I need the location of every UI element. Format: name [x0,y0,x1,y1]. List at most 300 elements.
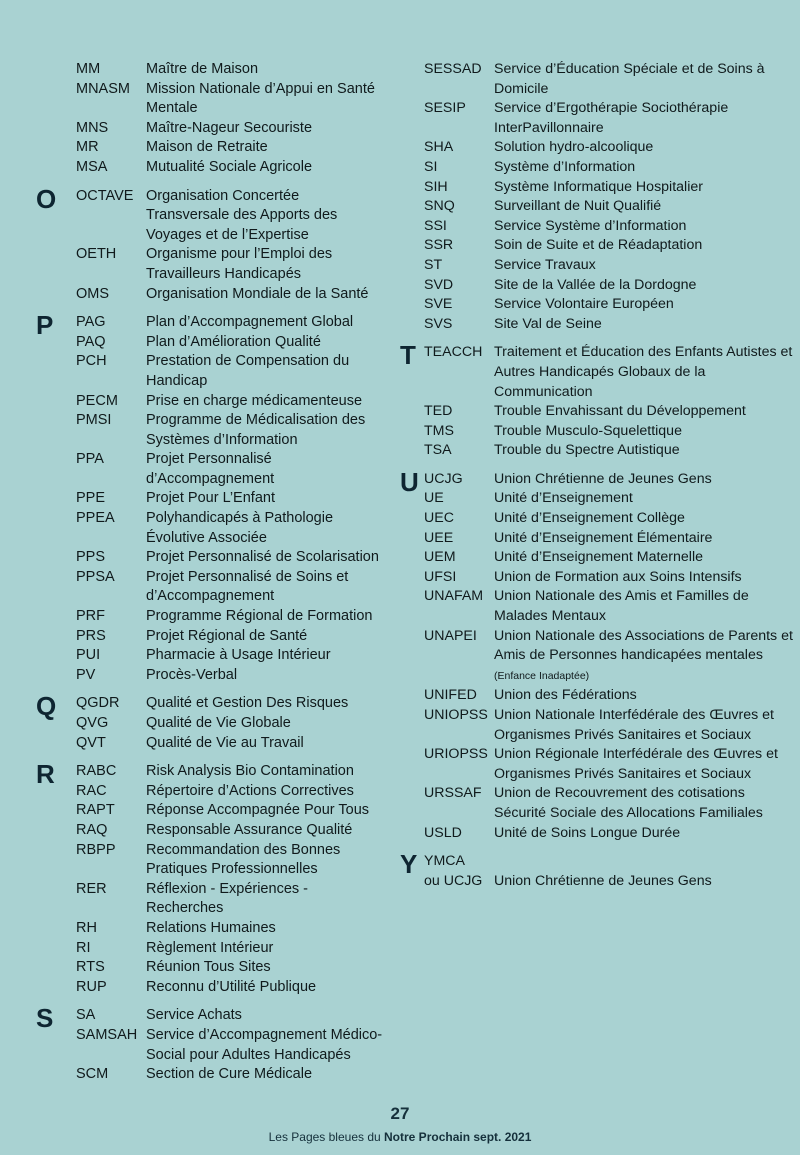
glossary-entry [36,509,386,548]
glossary-entry [400,256,796,276]
acronym: PPA [76,451,104,468]
definition [146,80,386,119]
glossary-entry [400,872,796,892]
definition [494,587,796,626]
definition-text: Programme Régional de Formation [146,608,373,625]
glossary-entry [36,313,386,333]
definition [494,548,796,568]
glossary-entry [36,183,386,246]
definition [494,138,796,158]
definition [146,782,386,802]
glossary-entry [36,939,386,959]
section-letter: Q [36,691,57,722]
definition-text: Organisation Mondiale de la Santé [146,285,369,302]
glossary-entry [400,784,796,823]
definition [146,450,386,489]
definition-text: Unité de Soins Longue Durée [494,824,681,841]
glossary-entry [36,666,386,686]
acronym: QGDR [76,695,120,712]
acronym: UNIFED [424,687,477,704]
definition [494,470,796,490]
acronym: SCM [76,1066,109,1083]
acronym: UEE [424,529,454,546]
definition [494,295,796,315]
acronym: UEC [424,510,454,527]
glossary-entry [36,978,386,998]
glossary-entry [400,178,796,198]
definition [494,872,796,892]
definition-text: Risk Analysis Bio Contamination [146,763,354,780]
definition-text: Prise en charge médicamenteuse [146,392,363,409]
glossary-entry [400,509,796,529]
glossary-entry [36,138,386,158]
definition [494,529,796,549]
acronym: RI [76,939,91,956]
glossary-entry [400,60,796,99]
section-letter: U [400,466,419,497]
definition [494,824,796,844]
acronym: UNIOPSS [424,707,488,723]
glossary-entry [36,119,386,139]
acronym: SSI [424,217,447,234]
acronym: RUP [76,978,107,995]
definition-text: Organisme pour l’Emploi des Travailleurs Handicapés [146,246,333,282]
definition-text: Maison de Retraite [146,139,268,156]
definition-text: Union Nationale Interfédérale des Œuvres et Organismes Privés Sanitaires et Sociaux [494,707,774,743]
acronym: PRF [76,608,105,625]
definition [494,441,796,461]
acronym: RTS [76,959,105,976]
definition [494,343,796,402]
definition-text: Union Nationale des Amis et Familles de Malades Mentaux [494,588,749,625]
letter-group [36,183,386,305]
definition-text: Relations Humaines [146,919,276,936]
definition-text: Projet Pour L’Enfant [146,490,275,507]
definition [146,333,386,353]
glossary-entry [36,627,386,647]
definition [146,509,386,548]
glossary-entry [400,441,796,461]
glossary-entry [36,285,386,305]
definition-text: Union des Fédérations [494,687,637,704]
definition [494,422,796,442]
glossary-entry [36,646,386,666]
definition [146,245,386,284]
definition-text: Union Nationale des Associations de Parents et Amis de Personnes handicapées mentales [494,627,793,664]
glossary-entry [36,714,386,734]
glossary-entry [400,197,796,217]
glossary-entry [400,138,796,158]
acronym: SHA [424,139,454,156]
definition [146,187,386,246]
definition [494,706,796,745]
glossary-entry [36,919,386,939]
glossary-entry [400,276,796,296]
definition-text: Union Chrétienne de Jeunes Gens [494,470,712,487]
acronym: URSSAF [424,785,482,802]
definition-text: Service Volontaire Européen [494,296,674,313]
definition [494,217,796,237]
glossary-entry [36,392,386,412]
definition-text: Prestation de Compensation du Handicap [146,353,350,389]
acronym: MR [76,139,99,156]
section-letter: P [36,310,54,341]
definition-text: Plan d’Amélioration Qualité [146,333,321,350]
acronym: TED [424,403,453,420]
glossary-entry [400,158,796,178]
acronym: PPS [76,549,106,566]
acronym: TSA [424,442,452,459]
definition [146,880,386,919]
acronym: PCH [76,353,107,370]
glossary-entry [36,821,386,841]
definition-text: Système Informatique Hospitalier [494,178,703,195]
glossary-entry [36,245,386,284]
acronym: ou UCJG [424,872,483,889]
glossary-entry [400,340,796,402]
section-letter: O [36,183,57,214]
glossary-entry [36,333,386,353]
definition-text: Service d’Éducation Spéciale et de Soins à Domicile [494,61,765,97]
definition [146,762,386,782]
definition [146,285,386,305]
definition-text: Service Achats [146,1007,242,1024]
definition [146,1006,386,1026]
definition-text: Règlement Intérieur [146,939,274,956]
definition [146,1026,386,1065]
acronym: UNAFAM [424,588,484,605]
acronym: UE [424,490,444,507]
acronym: RABC [76,763,117,780]
definition-text: Trouble Envahissant du Développement [494,403,746,420]
glossary-entry [400,470,796,490]
acronym: MNASM [76,80,130,97]
left-column [36,60,386,1094]
glossary-entry [36,958,386,978]
glossary-entry [400,236,796,256]
definition-text: Système d’Information [494,158,636,175]
acronym: UFSI [424,568,457,585]
glossary-entry [400,422,796,442]
definition [146,627,386,647]
definition [146,489,386,509]
definition [494,784,796,823]
glossary-entry [400,824,796,844]
acronym: RBPP [76,841,116,858]
glossary-entry [36,762,386,782]
glossary-entry [36,734,386,754]
glossary-entry [36,1026,386,1065]
glossary-entry [36,489,386,509]
acronym: UEM [424,549,456,566]
definition [494,276,796,296]
definition-text: Maître de Maison [146,61,259,77]
definition-text: Mission Nationale d’Appui en Santé Mentale [146,80,375,117]
definition [146,646,386,666]
acronym: SAMSAH [76,1026,138,1043]
glossary-entry [400,852,796,872]
letter-group [36,1003,386,1084]
definition [494,236,796,256]
acronym: RH [76,919,97,936]
glossary-entry [36,80,386,119]
glossary-entry [36,782,386,802]
acronym: PPE [76,490,106,507]
letter-group [36,691,386,753]
definition [494,852,796,872]
glossary-entry [400,745,796,784]
acronym: SESSAD [424,61,482,77]
acronym: UCJG [424,470,463,487]
definition-text: Projet Personnalisé de Scolarisation [146,549,379,566]
definition [494,568,796,588]
glossary-entry [400,568,796,588]
glossary-entry [400,548,796,568]
glossary-entry [400,587,796,626]
glossary-entry [36,841,386,880]
glossary-entry [400,315,796,335]
acronym: SIH [424,178,448,195]
definition-text: Qualité de Vie au Travail [146,734,304,751]
section-letter: S [36,1003,54,1034]
definition-text: Projet Personnalisé de Soins et d’Accompagnement [146,568,349,605]
glossary-entry [36,548,386,568]
letter-group [400,466,796,843]
definition-text: Mutualité Sociale Agricole [146,158,313,175]
definition [494,315,796,335]
definition [146,821,386,841]
footer-caption [0,1130,800,1144]
glossary-entry [36,411,386,450]
definition [146,714,386,734]
acronym: SA [76,1007,96,1024]
acronym: SVE [424,296,453,313]
footer-publication: Notre Prochain sept. 2021 [384,1130,532,1144]
definition [494,197,796,217]
acronym: PPSA [76,568,115,585]
glossary-entry [36,158,386,178]
acronym: TMS [424,422,454,439]
letter-group [400,340,796,461]
letter-group [36,310,386,685]
definition-text: Trouble Musculo-Squelettique [494,422,682,439]
section-letter: T [400,340,416,371]
definition-text: Union de Formation aux Soins Intensifs [494,568,742,585]
definition [146,939,386,959]
definition-text: Réflexion - Expériences - Recherches [146,880,308,917]
definition [146,978,386,998]
acronym: SESIP [424,100,466,117]
glossary-entry [36,450,386,489]
definition [146,801,386,821]
definition-text: Projet Régional de Santé [146,627,308,644]
section-letter: R [36,759,55,790]
glossary-entry [36,880,386,919]
glossary-entry [400,295,796,315]
acronym: PAG [76,314,106,331]
definition-text: Site de la Vallée de la Dordogne [494,276,697,293]
definition [494,158,796,178]
definition [494,402,796,422]
glossary-entry [400,217,796,237]
definition-text: Service d’Accompagnement Médico-Social pour Adultes Handicapés [146,1026,383,1063]
definition [146,958,386,978]
footer-text: Les Pages bleues du [268,1130,385,1144]
definition-text: Service Système d’Information [494,217,687,234]
definition-text: Unité d’Enseignement Collège [494,510,685,527]
definition-text: Unité d’Enseignement [494,490,633,507]
definition [146,841,386,880]
glossary-entry [400,706,796,745]
acronym: SI [424,158,438,175]
acronym: PPEA [76,510,115,527]
acronym: SSR [424,237,454,254]
acronym: RAPT [76,802,115,819]
definition-text: Unité d’Enseignement Élémentaire [494,529,713,546]
glossary-entry [36,801,386,821]
definition-text: Solution hydro-alcoolique [494,139,654,156]
definition-text: Organisation Concertée Transversale des Apports des Voyages et de l’Expertise [146,187,338,243]
definition-text: Section de Cure Médicale [146,1066,313,1083]
acronym: QVT [76,734,106,751]
acronym: OCTAVE [76,187,134,204]
definition-text: Reconnu d’Utilité Publique [146,978,317,995]
acronym: RAC [76,782,107,799]
acronym: MNS [76,119,109,136]
acronym: MM [76,61,101,77]
definition-text: Qualité et Gestion Des Risques [146,695,349,712]
acronym: QVG [76,715,109,731]
definition [146,138,386,158]
glossary-entry [36,1065,386,1085]
definition-text: Trouble du Spectre Autistique [494,442,680,459]
definition-text: Projet Personnalisé d’Accompagnement [146,451,275,487]
glossary-entry [400,627,796,687]
acronym: OETH [76,246,117,263]
definition-text: Réunion Tous Sites [146,959,271,976]
definition [146,119,386,139]
definition [146,1065,386,1085]
acronym: PMSI [76,412,112,429]
definition [146,352,386,391]
definition-text: Maître-Nageur Secouriste [146,119,313,136]
glossary-entry [400,402,796,422]
definition [146,313,386,333]
definition-text: Polyhandicapés à Pathologie Évolutive Associée [146,510,334,546]
definition [494,745,796,784]
glossary-entry [36,60,386,80]
definition [494,178,796,198]
glossary-entry [36,1006,386,1026]
acronym: URIOPSS [424,746,488,763]
letter-group [400,60,796,334]
definition [146,158,386,178]
definition [494,256,796,276]
acronym: ST [424,256,443,273]
letter-group [400,849,796,891]
acronym: USLD [424,824,462,841]
glossary-entry [400,489,796,509]
section-letter: Y [400,849,418,880]
definition-text: Réponse Accompagnée Pour Tous [146,802,370,819]
definition-text: Recommandation des Bonnes Pratiques Professionnelles [146,841,341,878]
definition-text: Union Régionale Interfédérale des Œuvres et Organismes Privés Sanitaires et Sociaux [494,746,778,782]
acronym: SVD [424,276,454,293]
definition [494,509,796,529]
definition [146,607,386,627]
definition-text: Responsable Assurance Qualité [146,821,353,838]
acronym: PUI [76,647,101,664]
glossary-entry [36,568,386,607]
definition [146,919,386,939]
glossary-entry [36,352,386,391]
glossary-entry [400,529,796,549]
acronym: PRS [76,627,106,644]
definition-note: (Enfance Inadaptée) [494,669,590,682]
acronym: SVS [424,315,453,332]
definition-text: Programme de Médicalisation des Systèmes d’Information [146,412,366,448]
acronym: SNQ [424,198,455,215]
definition [146,694,386,714]
definition [146,60,386,80]
acronym: TEACCH [424,344,483,361]
definition [494,489,796,509]
definition-text: Répertoire d’Actions Correctives [146,782,354,799]
page-number: 27 [390,1104,410,1123]
acronym: UNAPEI [424,627,477,644]
glossary-entry [36,607,386,627]
glossary-entry [400,99,796,138]
letter-group [36,60,386,178]
definition-text: Surveillant de Nuit Qualifié [494,198,662,215]
definition-text: Site Val de Seine [494,315,602,332]
definition [146,392,386,412]
definition-text: Unité d’Enseignement Maternelle [494,549,703,566]
definition-text: Pharmacie à Usage Intérieur [146,647,331,664]
definition-text: Soin de Suite et de Réadaptation [494,237,703,254]
definition [494,686,796,706]
definition-text: Service d’Ergothérapie Sociothérapie InterPavillonnaire [494,100,729,136]
definition-text: Union de Recouvrement des cotisations Sécurité Sociale des Allocations Familiales [494,785,763,821]
definition-text: Procès-Verbal [146,666,238,683]
acronym: MSA [76,158,108,175]
definition [494,627,796,687]
definition-text: Union Chrétienne de Jeunes Gens [494,872,712,889]
definition [494,60,796,99]
acronym: PECM [76,392,118,409]
acronym: RER [76,880,107,897]
definition [146,568,386,607]
definition [146,666,386,686]
glossary-entry [400,686,796,706]
acronym: PV [76,666,96,683]
definition [494,99,796,138]
glossary-entry [36,694,386,714]
definition [146,734,386,754]
definition-text: Qualité de Vie Globale [146,715,291,731]
definition [146,548,386,568]
right-column [400,60,796,900]
definition-text: Traitement et Éducation des Enfants Autistes et Autres Handicapés Globaux de la Communication [494,344,793,400]
definition [146,411,386,450]
acronym: RAQ [76,821,108,838]
definition-text: Plan d’Accompagnement Global [146,314,354,331]
acronym: OMS [76,285,110,302]
acronym: YMCA [424,853,465,870]
acronym: PAQ [76,333,106,350]
letter-group [36,759,386,997]
definition-text: Service Travaux [494,256,596,273]
